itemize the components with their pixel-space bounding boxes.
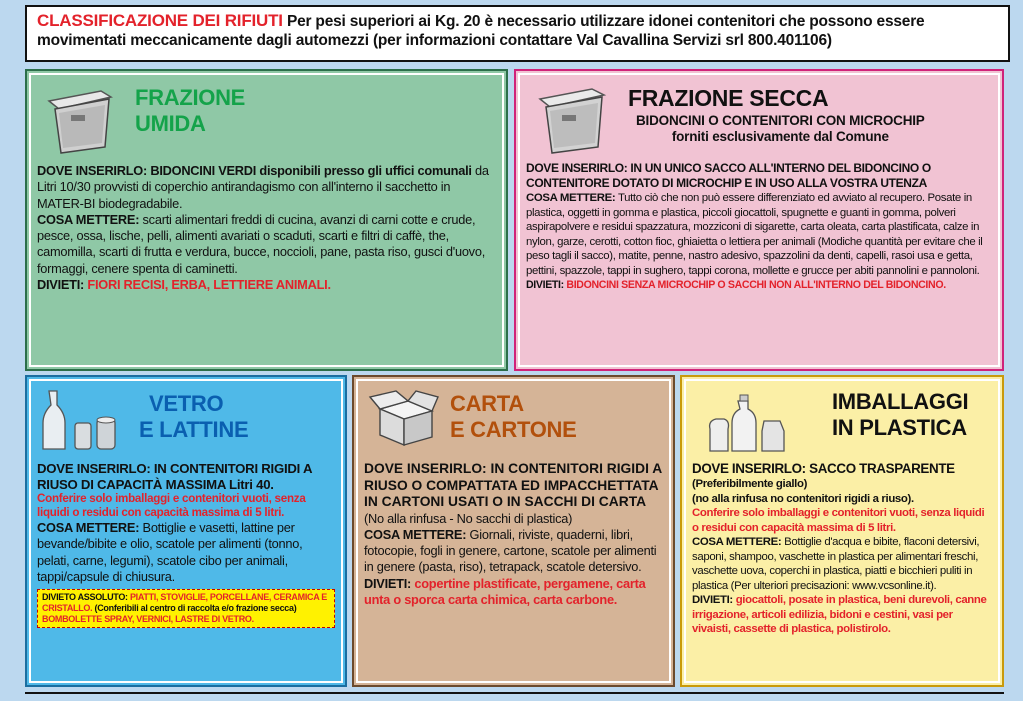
umida-divieti-text: FIORI RECISI, ERBA, LETTIERE ANIMALI. (87, 277, 331, 293)
plastica-divieti (692, 593, 992, 637)
umida-dove (37, 163, 496, 212)
carta-title-line2: E CARTONE (450, 417, 577, 442)
plastica-title-line1: IMBALLAGGI (832, 389, 969, 414)
vetro-divieto-text: PIATTI, STOVIGLIE, PORCELLANE, CERAMICA E CRISTALLO. (42, 592, 328, 614)
umida-title (135, 85, 245, 137)
umida-cosa-text: scarti alimentari freddi di cucina, avanzi di carni cotte e crude, pesce, ossa, lische, pelli, alimenti avariati o scaduti, scarti e filtri di caffè, the, camomilla, scarti di frutta e verdura, bucce, noccioli, pane, pasta riso, gusci d'uovo, formaggi, cenere spenta di caminetti. (37, 211, 486, 276)
vetro-cosa-text: Bottiglie e vasetti, lattine per bevande/bibite e olio, scatole per alimenti (tonno, pelati, carne, legumi), scatole cibo per animali, tappi/capsule di chiusura. (37, 520, 303, 584)
carta-dove: DOVE INSERIRLO: IN CONTENITORI RIGIDI A RIUSO O COMPATTATA ED IMPACCHETTATA IN CARTONI USATI O IN SACCHI DI CARTA (364, 461, 662, 509)
secca-divieti (526, 278, 992, 293)
vetro-body (37, 461, 335, 628)
umida-title-line1: FRAZIONE (135, 85, 246, 110)
microchip-bin-icon (532, 81, 616, 155)
umida-dove-rest: da Litri 10/30 provvisti di coperchio antirandagismo con all'interno il sacchetto in MATER-BI biodegradabile. (37, 163, 489, 211)
plastic-bottles-icon (704, 391, 794, 455)
plastica-note: (no alla rinfusa no contenitori rigidi a riuso). (692, 492, 914, 505)
carta-body (364, 461, 663, 608)
umida-body (37, 163, 496, 293)
vetro-divieto-note: (Conferibili al centro di raccolta e/o frazione secca) (94, 603, 297, 614)
plastica-dove: DOVE INSERIRLO: SACCO TRASPARENTE (692, 461, 955, 476)
umida-cosa-label: COSA METTERE: (37, 211, 140, 227)
secca-title (628, 85, 828, 111)
umida-dove-label: DOVE INSERIRLO: (37, 163, 148, 178)
vetro-conferire: Conferire solo imballaggi e contenitori vuoti, senza liquidi o residui con capacità massima di 5 litri. (37, 492, 306, 519)
plastica-cosa-text: Bottiglie d'acqua e bibite, flaconi detersivi, saponi, shampoo, vaschette in plastica per alimentari freschi, vaschette uova, coperchi in plastica, piatti e bicchieri puliti in plastica (Per ulteriori precisazioni: www.vcsonline.it). (692, 536, 980, 592)
secca-divieti-text: BIDONCINI SENZA MICROCHIP O SACCHI NON ALL'INTERNO DEL BIDONCINO. (566, 279, 946, 291)
carta-cosa-text: Giornali, riviste, quaderni, libri, fotocopie, fogli in genere, cartone, scatole per alimenti in genere (pasta, riso), tetrapack, scatole detersivo. (364, 526, 657, 575)
vetro-divieto-text2: BOMBOLETTE SPRAY, VERNICI, LASTRE DI VETRO. (42, 614, 254, 625)
plastica-title-line2: IN PLASTICA (832, 415, 967, 440)
bin-icon (41, 83, 123, 155)
panel-frazione-secca (514, 69, 1004, 371)
umida-divieti-label: DIVIETI: (37, 277, 85, 293)
plastica-divieti-text: giocattoli, posate in plastica, beni durevoli, canne irrigazione, articoli edilizia, bidoni e cestini, vasi per vivaisti, cassette di plastica, polistirolo. (692, 594, 987, 635)
secca-cosa-text: Tutto ciò che non può essere differenziato ed avviato al recupero. Posate in plastica, oggetti in gomma e plastica, piccoli giocattoli, spugnette e guanti in gomma, polveri aspirapolvere e residui spazzatura, mozziconi di sigarette, carta oleata, carta plastificata, calze in nylon, garze, cerotti, cotton fioc, ghiaietta o lettiera per animali (Modiche quantità per evitare che il peso tagli il sacco), matite, penne, nastro adesivo, spazzolini da denti, capelli, rasoi usa e getta, pettini, spazzole, tappi in sughero, tappi corona, mollette e grucce per abiti pannolini e pannoloni. (526, 192, 983, 277)
secca-cosa-label: COSA METTERE: (526, 192, 616, 204)
bottle-and-can-icon (39, 387, 131, 453)
secca-subtitle (636, 113, 925, 145)
secca-dove: DOVE INSERIRLO: IN UN UNICO SACCO ALL'INTERNO DEL BIDONCINO O CONTENITORE DOTATO DI MICROCHIP E IN USO ALLA VOSTRA UTENZA (526, 161, 931, 190)
bottom-border-line (25, 692, 1004, 694)
carta-title-line1: CARTA (450, 391, 524, 416)
plastica-body (692, 461, 992, 637)
carta-cosa-label: COSA METTERE: (364, 526, 467, 542)
panel-carta-cartone (352, 375, 675, 687)
header-title: CLASSIFICAZIONE DEI RIFIUTI (37, 11, 283, 30)
panel-frazione-umida (25, 69, 508, 371)
plastica-cosa (692, 535, 992, 593)
header-text: Per pesi superiori ai Kg. 20 è necessario utilizzare idonei contenitori che possono essere movimentati meccanicamente dagli automezzi (per informazioni contattare Val Cavallina Servizi srl 800.401106) (37, 13, 925, 49)
plastica-title (832, 389, 968, 441)
carta-divieti-text: copertine plastificate, pergamene, carta unta o sporca carta chimica, carta carbone. (364, 575, 646, 607)
plastica-pref: (Preferibilmente giallo) (692, 478, 808, 490)
carta-divieti-label: DIVIETI: (364, 575, 412, 591)
umida-title-line2: UMIDA (135, 111, 206, 136)
vetro-title-line1: VETRO (149, 391, 224, 416)
plastica-cosa-label: COSA METTERE: (692, 536, 782, 548)
vetro-cosa-label: COSA METTERE: (37, 520, 140, 535)
vetro-cosa (37, 520, 335, 585)
secca-body (526, 161, 992, 293)
vetro-dove: DOVE INSERIRLO: IN CONTENITORI RIGIDI A RIUSO DI CAPACITÀ MASSIMA Litri 40. (37, 461, 312, 492)
secca-divieti-label: DIVIETI: (526, 279, 564, 291)
cardboard-box-icon (368, 389, 440, 447)
carta-title (450, 391, 576, 443)
panel-imballaggi-plastica (680, 375, 1004, 687)
vetro-divieto-box (37, 589, 335, 628)
umida-dove-bold: BIDONCINI VERDI disponibili presso gli uffici comunali (150, 163, 472, 178)
vetro-title (139, 391, 248, 443)
umida-cosa (37, 212, 496, 277)
header-banner (25, 5, 1010, 62)
umida-divieti (37, 277, 496, 293)
panel-vetro-lattine (25, 375, 347, 687)
secca-cosa (526, 191, 992, 278)
secca-subtitle-line2: forniti esclusivamente dal Comune (671, 129, 889, 144)
plastica-conferire: Conferire solo imballaggi e contenitori vuoti, senza liquidi o residui con capacità massima di 5 litri. (692, 507, 985, 534)
carta-note: (No alla rinfusa - No sacchi di plastica) (364, 510, 573, 526)
secca-subtitle-line1: BIDONCINI O CONTENITORI CON MICROCHIP (636, 113, 925, 128)
plastica-divieti-label: DIVIETI: (692, 594, 733, 606)
vetro-divieto-label: DIVIETO ASSOLUTO: (42, 592, 128, 603)
secca-title-text: FRAZIONE SECCA (628, 85, 829, 111)
vetro-title-line2: E LATTINE (139, 417, 249, 442)
carta-cosa (364, 527, 663, 576)
carta-divieti (364, 576, 663, 609)
